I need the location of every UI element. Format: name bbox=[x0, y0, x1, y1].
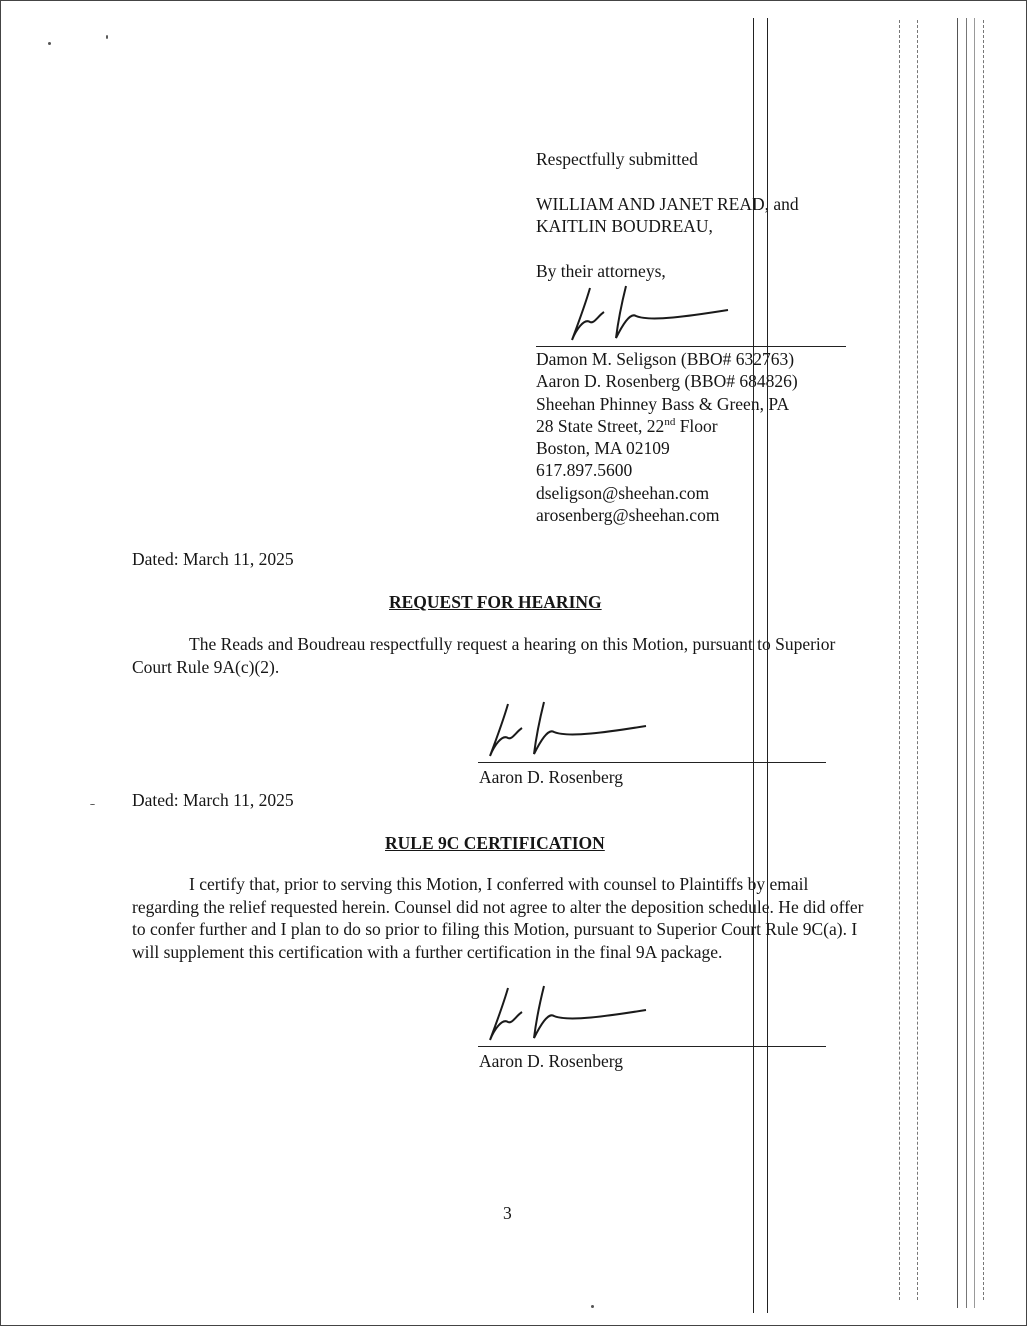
party-line-1: WILLIAM AND JANET READ, and bbox=[536, 194, 799, 214]
phone-number: 617.897.5600 bbox=[536, 460, 633, 480]
hearing-body: The Reads and Boudreau respectfully request a hearing on this Motion, pursuant to Superior Court Rule 9A(c)(2). bbox=[132, 634, 836, 677]
scan-artifact-dash bbox=[983, 20, 984, 1300]
certification-body: I certify that, prior to serving this Motion, I conferred with counsel to Plaintiffs by email regarding the relief requested herein. Counsel did not agree to alter the deposition schedule. He did offer to confer further and I plan to do so prior to filing this Motion, pursuant to Superior Court Rule 9C(a). I will supplement this certification with a further certification in the final 9A package. bbox=[132, 874, 864, 962]
page-number: 3 bbox=[503, 1203, 512, 1223]
scan-speck bbox=[48, 42, 51, 45]
certification-signer: Aaron D. Rosenberg bbox=[479, 1051, 624, 1071]
firm-name: Sheehan Phinney Bass & Green, PA bbox=[536, 394, 790, 414]
email-1: dseligson@sheehan.com bbox=[536, 483, 710, 503]
hearing-heading: REQUEST FOR HEARING bbox=[389, 592, 602, 612]
scan-artifact-line bbox=[753, 18, 754, 1313]
by-attorneys-text: By their attorneys, bbox=[536, 261, 666, 281]
closing-text: Respectfully submitted bbox=[536, 149, 698, 169]
dated-1: Dated: March 11, 2025 bbox=[132, 549, 294, 569]
signature-image-2 bbox=[478, 698, 658, 762]
signature-line-1 bbox=[536, 346, 846, 347]
scan-artifact-dash bbox=[917, 20, 918, 1300]
hearing-signer: Aaron D. Rosenberg bbox=[479, 767, 624, 787]
attorney-2: Aaron D. Rosenberg (BBO# 684826) bbox=[536, 371, 798, 391]
attorney-1: Damon M. Seligson (BBO# 632763) bbox=[536, 349, 795, 369]
dated-2: Dated: March 11, 2025 bbox=[132, 790, 294, 810]
scan-artifact-line bbox=[974, 18, 975, 1308]
certification-heading: RULE 9C CERTIFICATION bbox=[385, 833, 605, 853]
address-city: Boston, MA 02109 bbox=[536, 438, 670, 458]
scan-speck bbox=[106, 35, 108, 39]
scan-speck bbox=[90, 804, 95, 805]
scan-artifact-line bbox=[767, 18, 768, 1313]
scan-artifact-line bbox=[966, 18, 967, 1308]
signature-line-3 bbox=[478, 1046, 826, 1047]
scan-artifact-dash bbox=[899, 20, 900, 1300]
scan-speck bbox=[591, 1305, 594, 1308]
signature-image-1 bbox=[560, 282, 740, 346]
signature-line-2 bbox=[478, 762, 826, 763]
scan-artifact-line bbox=[957, 18, 958, 1308]
address-street: 28 State Street, 22nd Floor bbox=[536, 416, 718, 436]
signature-image-3 bbox=[478, 982, 658, 1046]
email-2: arosenberg@sheehan.com bbox=[536, 505, 720, 525]
party-line-2: KAITLIN BOUDREAU, bbox=[536, 216, 713, 236]
